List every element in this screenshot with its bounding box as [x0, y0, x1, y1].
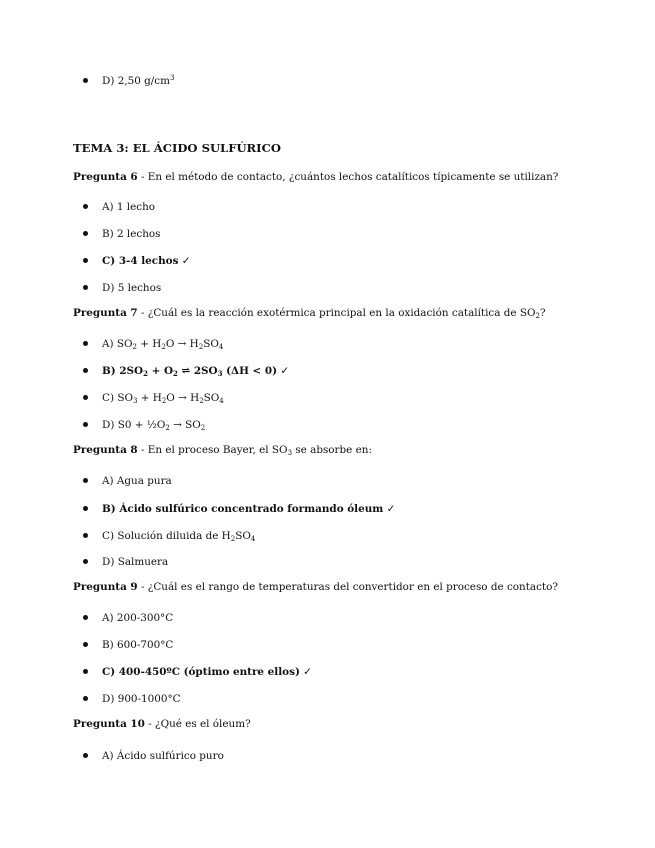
check-icon: ✓ — [280, 365, 290, 377]
bullet-icon — [83, 506, 88, 511]
bullet-icon — [83, 753, 88, 758]
bullet-icon — [83, 533, 88, 538]
question-8: Pregunta 8 - En el proceso Bayer, el $SO_3$ se absorbe en: — [73, 444, 372, 457]
bullet-icon — [83, 669, 88, 674]
bullet-icon — [83, 395, 88, 400]
option-text: D) 2,50 $g/cm^3$ — [102, 74, 175, 87]
question-9: Pregunta 9 - ¿Cuál es el rango de temperaturas del convertidor en el proceso de contacto? — [73, 581, 558, 593]
option-text: D) 900-1000°C — [102, 693, 181, 705]
check-icon: ✓ — [181, 255, 191, 267]
option-text: B) $2SO_2 + O_2$ ⇌ $2SO_3$ (ΔH < 0) ✓ — [102, 365, 290, 378]
option-text: C) $SO_3 + H_2O \to H_2SO_4$ — [102, 392, 224, 405]
question-10: Pregunta 10 - ¿Qué es el óleum? — [73, 718, 251, 730]
question-6: Pregunta 6 - En el método de contacto, ¿cuántos lechos catalíticos típicamente se utilizan? — [73, 171, 559, 183]
bullet-icon — [83, 258, 88, 263]
option-text: B) 600-700°C — [102, 639, 174, 651]
bullet-icon — [83, 422, 88, 427]
option-text: D) 5 lechos — [102, 282, 162, 294]
option-text: A) Agua pura — [102, 475, 172, 487]
check-icon: ✓ — [303, 666, 312, 678]
bullet-icon — [83, 368, 88, 373]
bullet-icon — [83, 559, 88, 564]
bullet-icon — [83, 341, 88, 346]
option-text: A) $SO_2 + H_2O \to H_2SO_4$ — [102, 338, 224, 351]
option-text: A) 1 lecho — [102, 201, 156, 213]
bullet-icon — [83, 615, 88, 620]
bullet-icon — [83, 478, 88, 483]
bullet-icon — [83, 204, 88, 209]
check-icon: ✓ — [386, 503, 396, 515]
option-text: C) Solución diluida de $H_2SO_4$ — [102, 530, 256, 543]
option-text: B) 2 lechos — [102, 228, 161, 240]
bullet-icon — [83, 231, 88, 236]
option-text: B) Ácido sulfúrico concentrado formando óleum ✓ — [102, 503, 396, 515]
bullet-icon — [83, 696, 88, 701]
bullet-icon — [83, 285, 88, 290]
section-title: TEMA 3: EL ÁCIDO SULFÚRICO — [73, 141, 281, 155]
question-7: Pregunta 7 - ¿Cuál es la reacción exotérmica principal en la oxidación catalítica de $SO_2$? — [73, 307, 546, 320]
option-text: A) Ácido sulfúrico puro — [102, 750, 224, 762]
bullet-icon — [83, 642, 88, 647]
option-text: A) 200-300°C — [102, 612, 174, 624]
option-text: D) Salmuera — [102, 556, 169, 568]
option-text: C) 400-450ºC (óptimo entre ellos) ✓ — [102, 666, 312, 678]
option-text: C) 3-4 lechos ✓ — [102, 255, 191, 267]
bullet-icon — [83, 78, 88, 83]
option-text: D) $S0 + \frac{1}{2}O_2 \to SO_2$ — [102, 419, 206, 432]
